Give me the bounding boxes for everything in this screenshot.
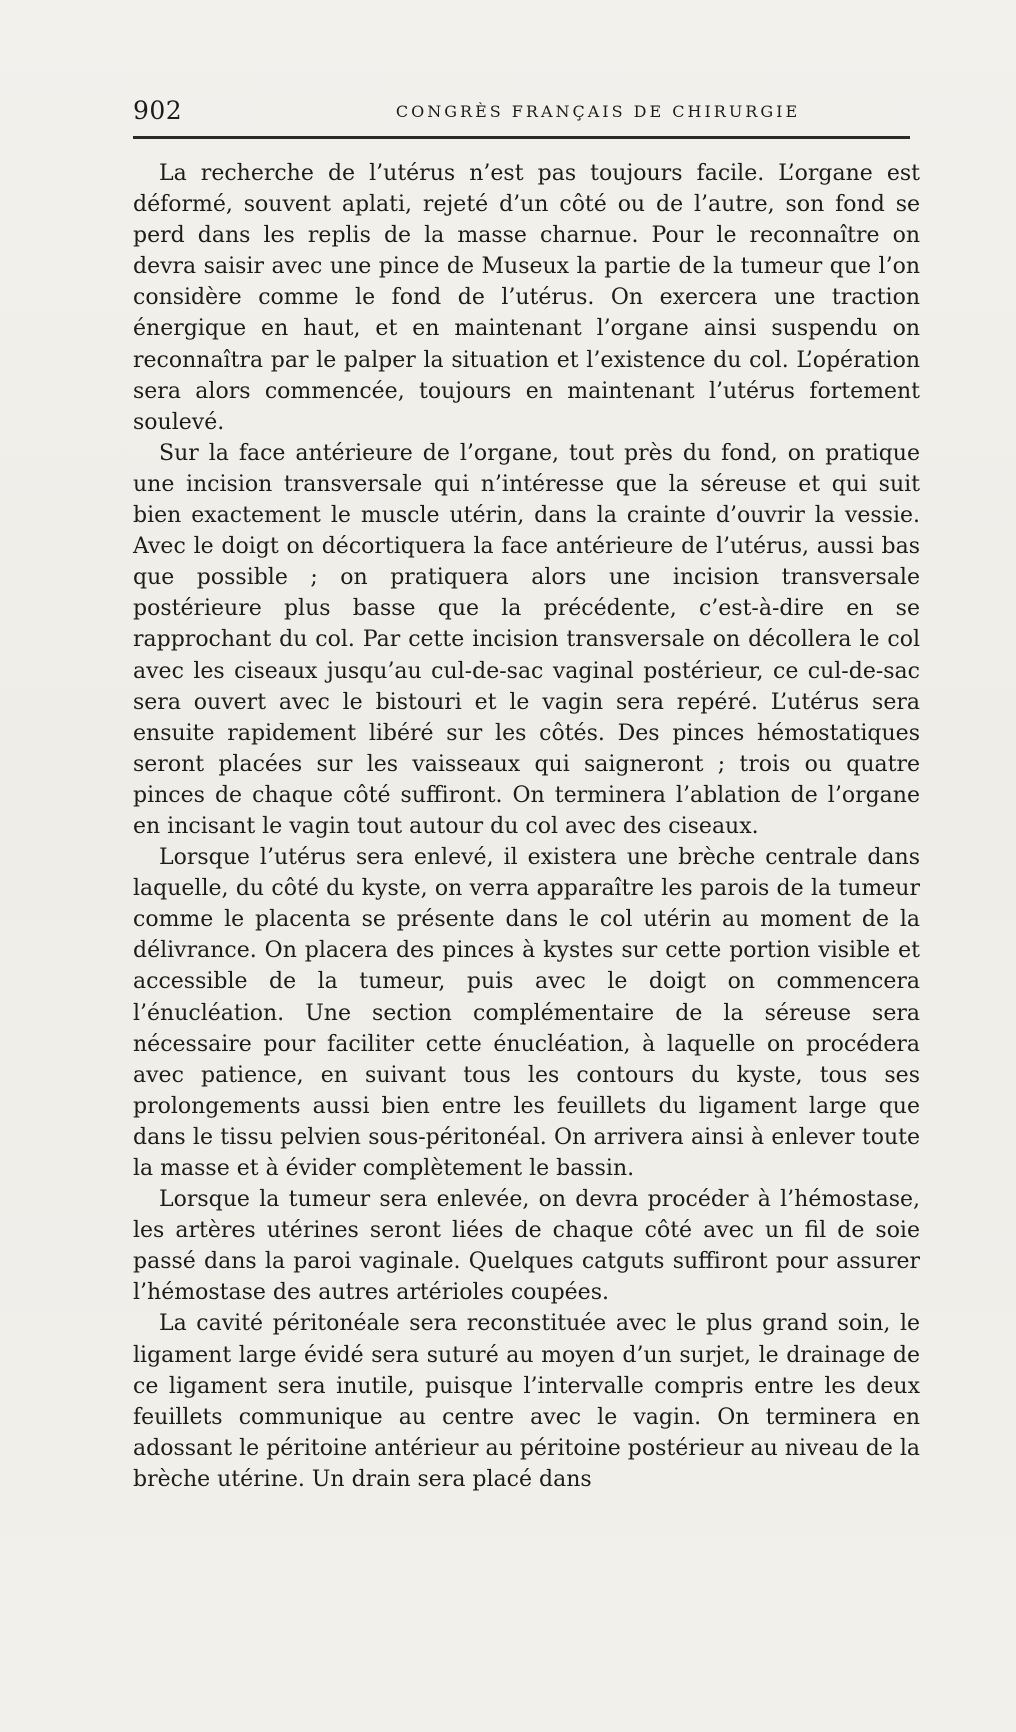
paragraph-enucleation: Lorsque l’utérus sera enlevé, il existera une brèche centrale dans laquelle, du côté du kyste, on verra apparaître les parois de la tumeur comme le placenta se présente dans le col utérin au moment de la délivrance. On placera des pinces à kystes sur cette portion visible et accessible de la tumeur, puis avec le doigt on commencera l’énucléation. Une section complémentaire de la séreuse sera nécessaire pour faciliter cette énucléation, à laquelle on procédera avec patience, en suivant tous les contours du kyste, tous ses prolongements aussi bien entre les feuillets du ligament large que dans le tissu pelvien sous-péritonéal. On arrivera ainsi à enlever toute la masse et à évider complètement le bassin.: [133, 845, 920, 1181]
paragraph-uterus-search: La recherche de l’utérus n’est pas toujours facile. L’organe est déformé, souvent aplati, rejeté d’un côté ou de l’autre, son fond se perd dans les replis de la masse charnue. Pour le reconnaître on devra saisir avec une pince de Museux la partie de la tumeur que l’on considère comme le fond de l’utérus. On exercera une traction énergique en haut, et en maintenant l’organe ainsi suspendu on reconnaîtra par le palper la situation et l’existence du col. L’opération sera alors commencée, toujours en maintenant l’utérus fortement soulevé.: [133, 161, 920, 435]
paragraph-hemostasis: Lorsque la tumeur sera enlevée, on devra procéder à l’hémostase, les artères utérines seront liées de chaque côté avec un fil de soie passé dans la paroi vaginale. Quelques catguts suffiront pour assurer l’hémostase des autres artérioles coupées.: [133, 1187, 920, 1306]
paragraph-incision: Sur la face antérieure de l’organe, tout près du fond, on pratique une incision transversale qui n’intéresse que la séreuse et qui suit bien exactement le muscle utérin, dans la crainte d’ouvrir la vessie. Avec le doigt on décortiquera la face antérieure de l’utérus, aussi bas que possible ; on pratiquera alors une incision transversale postérieure plus basse que la précédente, c’est-à-dire en se rapprochant du col. Par cette incision transversale on décollera le col avec les ciseaux jusqu’au cul-de-sac vaginal postérieur, ce cul-de-sac sera ouvert avec le bistouri et le vagin sera repéré. L’utérus sera ensuite rapidement libéré sur les côtés. Des pinces hémostatiques seront placées sur les vaisseaux qui saigneront ; trois ou quatre pinces de chaque côté suffiront. On terminera l’ablation de l’organe en incisant le vagin tout autour du col avec des ciseaux.: [133, 440, 920, 839]
running-head: CONGRÈS FRANÇAIS DE CHIRURGIE: [395, 102, 801, 121]
page-number: 902: [133, 96, 183, 125]
page-header: [133, 96, 913, 126]
body-text: [133, 158, 920, 1495]
paragraph-peritoneal-cavity: La cavité péritonéale sera reconstituée avec le plus grand soin, le ligament large évidé sera suturé au moyen d’un surjet, le drainage de ce ligament sera inutile, puisque l’intervalle compris entre les deux feuillets communique au centre avec le vagin. On terminera en adossant le péritoine antérieur au péritoine postérieur au niveau de la brèche utérine. Un drain sera placé dans: [133, 1311, 920, 1492]
header-rule: [133, 136, 910, 139]
